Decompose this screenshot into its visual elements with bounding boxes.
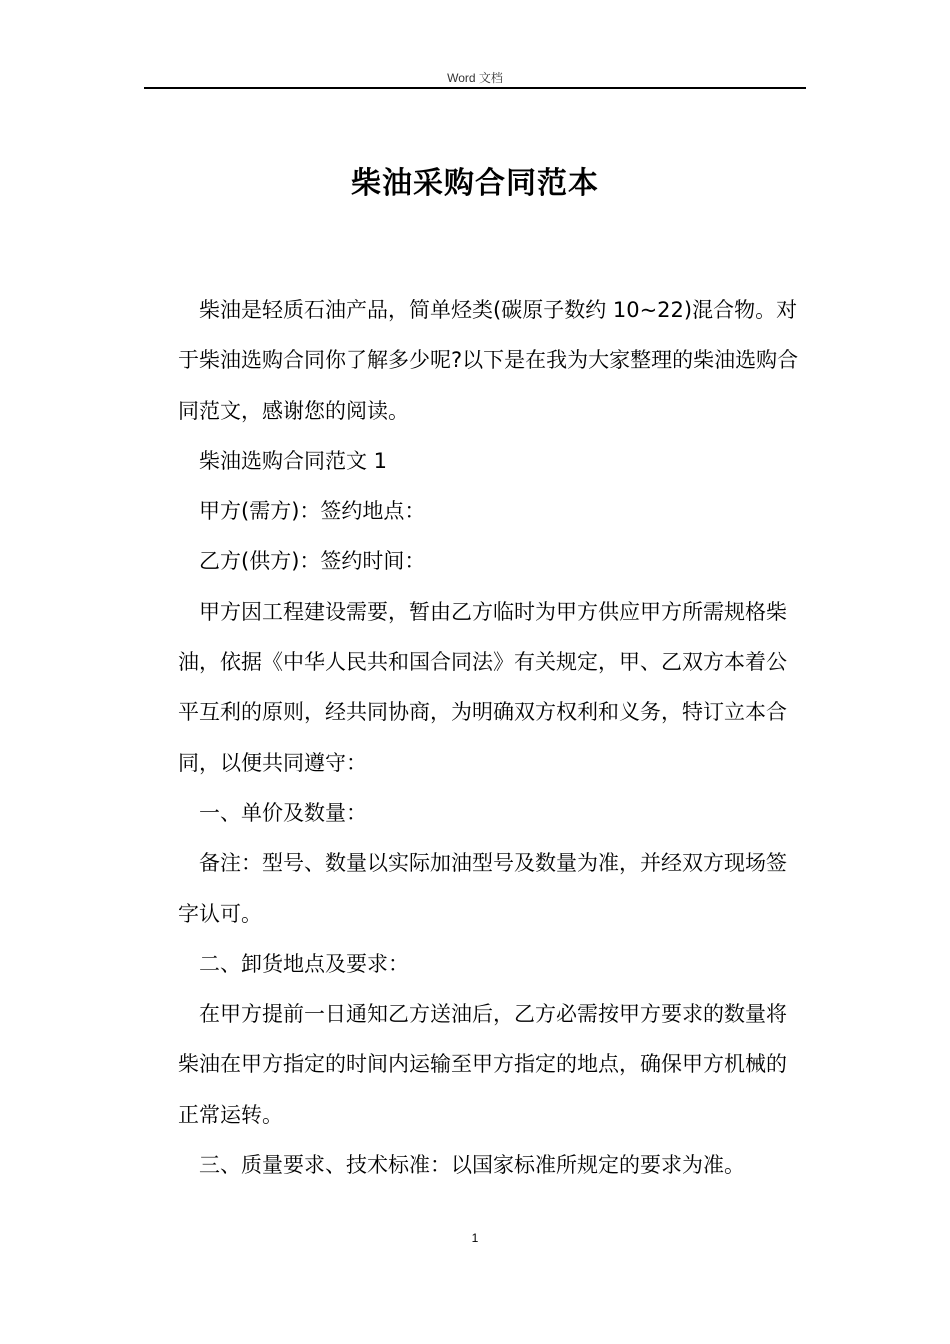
clause-heading: 二、卸货地点及要求： [199, 951, 409, 976]
note-paragraph: 备注：型号、数量以实际加油型号及数量为准，并经双方现场签字认可。 [178, 851, 787, 926]
clause-paragraph: 在甲方提前一日通知乙方送油后，乙方必需按甲方要求的数量将柴油在甲方指定的时间内运输至甲方指定的地点，确保甲方机械的正常运转。 [178, 1002, 787, 1127]
preamble-paragraph: 甲方因工程建设需要，暂由乙方临时为甲方供应甲方所需规格柴油，依据《中华人民共和国合同法》有关规定，甲、乙双方本着公平互利的原则，经共同协商，为明确双方权利和义务，特订立本合同，以便共同遵守： [178, 599, 787, 775]
header-divider [144, 87, 806, 89]
section-heading: 柴油选购合同范文 1 [199, 448, 388, 473]
page-number: 1 [471, 1231, 479, 1245]
document-title: 柴油采购合同范本 [351, 166, 599, 201]
party-b-line: 乙方(供方)：签约时间： [199, 549, 426, 574]
party-a-line: 甲方(需方)：签约地点： [199, 499, 426, 524]
document-body [178, 285, 806, 1190]
page-header: Word 文档 [447, 71, 503, 85]
intro-paragraph: 柴油是轻质石油产品，简单烃类(碳原子数约 10~22)混合物。对于柴油选购合同你了解多少呢?以下是在我为大家整理的柴油选购合同范文，感谢您的阅读。 [178, 298, 799, 423]
clause-heading: 一、单价及数量： [199, 800, 367, 825]
clause-paragraph: 三、质量要求、技术标准：以国家标准所规定的要求为准。 [199, 1153, 745, 1178]
